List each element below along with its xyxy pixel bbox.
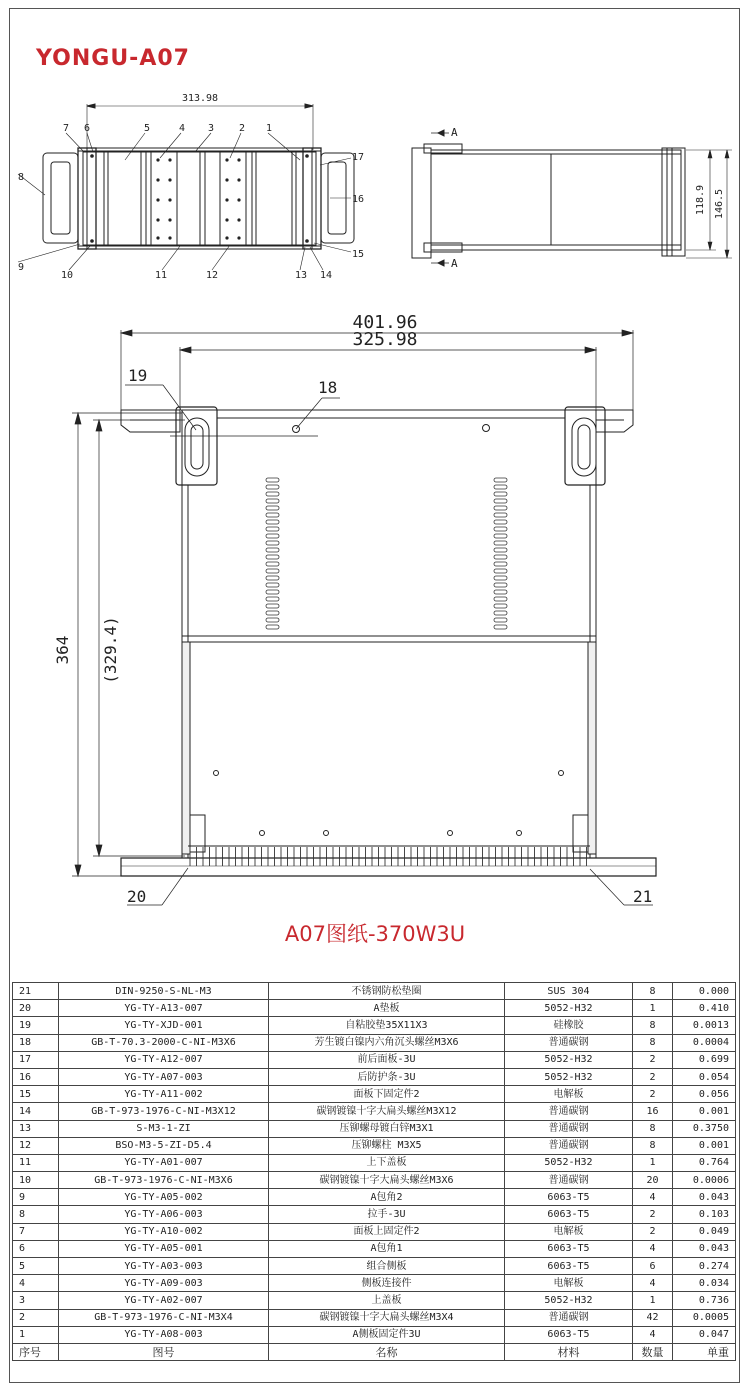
bom-cell-material: 硅橡胶	[505, 1017, 633, 1034]
vent-slot	[266, 506, 279, 510]
bom-cell-name: 自粘胶垫35X11X3	[269, 1017, 505, 1034]
bom-cell-material: 普通碳钢	[505, 1172, 633, 1189]
bom-cell-material: 5052-H32	[505, 1154, 633, 1171]
vent-slot	[266, 548, 279, 552]
vent-slot	[494, 562, 507, 566]
bom-cell-no: 序号	[13, 1343, 59, 1360]
bom-cell-code: YG-TY-XJD-001	[59, 1017, 269, 1034]
vent-slot	[266, 611, 279, 615]
bom-cell-name: 不锈钢防松垫圈	[269, 983, 505, 1000]
bom-cell-no: 15	[13, 1086, 59, 1103]
bom-cell-material: 5052-H32	[505, 1292, 633, 1309]
bom-row	[13, 1154, 736, 1171]
vent-slot	[266, 555, 279, 559]
bom-row	[13, 1172, 736, 1189]
bom-cell-weight: 0.103	[673, 1206, 736, 1223]
bom-cell-name: 压铆螺柱 M3X5	[269, 1137, 505, 1154]
bom-cell-code: GB-T-973-1976-C-NI-M3X4	[59, 1309, 269, 1326]
bom-cell-qty: 1	[633, 1292, 673, 1309]
bom-cell-weight: 0.0006	[673, 1172, 736, 1189]
bom-cell-weight: 0.410	[673, 1000, 736, 1017]
bom-cell-material: 普通碳钢	[505, 1309, 633, 1326]
bom-cell-qty: 1	[633, 1000, 673, 1017]
bom-cell-code: YG-TY-A08-003	[59, 1326, 269, 1343]
bom-cell-weight: 0.000	[673, 983, 736, 1000]
vent-slot	[494, 513, 507, 517]
bom-cell-code: 图号	[59, 1343, 269, 1360]
callout-15: 15	[352, 249, 365, 260]
bom-row	[13, 1068, 736, 1085]
bom-cell-material: 电解板	[505, 1223, 633, 1240]
bom-cell-material: 6063-T5	[505, 1206, 633, 1223]
bom-cell-no: 17	[13, 1051, 59, 1068]
bom-cell-no: 5	[13, 1258, 59, 1275]
bom-cell-qty: 8	[633, 1034, 673, 1051]
vent-slot	[494, 555, 507, 559]
vent-slot	[266, 520, 279, 524]
bom-cell-no: 8	[13, 1206, 59, 1223]
bom-cell-qty: 8	[633, 1137, 673, 1154]
vent-slot	[266, 513, 279, 517]
bom-cell-name: A垫板	[269, 1000, 505, 1017]
bom-row	[13, 1223, 736, 1240]
vent-slot	[494, 576, 507, 580]
vent-slots-left	[266, 478, 279, 629]
dim-inner-width: 325.98	[352, 329, 418, 350]
bom-cell-code: S-M3-1-ZI	[59, 1120, 269, 1137]
callout-12: 12	[206, 270, 219, 281]
bom-cell-weight: 0.047	[673, 1326, 736, 1343]
vent-slot	[266, 562, 279, 566]
callout-3: 3	[208, 123, 215, 134]
callout-5: 5	[144, 123, 151, 134]
bom-cell-weight: 单重	[673, 1343, 736, 1360]
callout-9: 9	[18, 262, 25, 273]
bom-cell-qty: 2	[633, 1068, 673, 1085]
vent-slot	[494, 541, 507, 545]
bom-cell-material: 电解板	[505, 1086, 633, 1103]
bom-row	[13, 1086, 736, 1103]
section-mark-top: A	[451, 126, 458, 139]
bom-cell-material: 电解板	[505, 1275, 633, 1292]
bom-row	[13, 1240, 736, 1257]
bom-cell-weight: 0.043	[673, 1189, 736, 1206]
callout-19: 19	[128, 366, 148, 385]
vent-slot	[494, 583, 507, 587]
bom-cell-weight: 0.001	[673, 1103, 736, 1120]
bom-cell-name: 后防护条-3U	[269, 1068, 505, 1085]
bom-cell-qty: 8	[633, 1017, 673, 1034]
bom-cell-qty: 8	[633, 1120, 673, 1137]
callout-2: 2	[239, 123, 246, 134]
bom-cell-name: 组合侧板	[269, 1258, 505, 1275]
bom-row	[13, 1000, 736, 1017]
bom-row	[13, 1275, 736, 1292]
bom-cell-weight: 0.0005	[673, 1309, 736, 1326]
bom-cell-weight: 0.001	[673, 1137, 736, 1154]
bom-cell-weight: 0.043	[673, 1240, 736, 1257]
bom-cell-weight: 0.0004	[673, 1034, 736, 1051]
vent-slot	[494, 499, 507, 503]
bom-row	[13, 1326, 736, 1343]
bom-cell-code: GB-T-973-1976-C-NI-M3X12	[59, 1103, 269, 1120]
bom-cell-name: 碳钢镀镍十字大扁头螺丝M3X12	[269, 1103, 505, 1120]
bom-cell-name: 面板下固定件2	[269, 1086, 505, 1103]
vent-slot	[494, 520, 507, 524]
vent-slot	[494, 527, 507, 531]
bom-cell-code: YG-TY-A13-007	[59, 1000, 269, 1017]
bom-cell-weight: 0.0013	[673, 1017, 736, 1034]
bom-cell-qty: 42	[633, 1309, 673, 1326]
bom-cell-weight: 0.699	[673, 1051, 736, 1068]
bom-cell-qty: 2	[633, 1223, 673, 1240]
bom-cell-no: 19	[13, 1017, 59, 1034]
bom-cell-no: 6	[13, 1240, 59, 1257]
bom-row	[13, 1206, 736, 1223]
bom-cell-material: 6063-T5	[505, 1258, 633, 1275]
bom-row	[13, 1103, 736, 1120]
callout-8: 8	[18, 172, 25, 183]
bom-cell-material: SUS 304	[505, 983, 633, 1000]
dim-top-width: 313.98	[181, 93, 219, 104]
vent-slot	[494, 590, 507, 594]
bom-row	[13, 1258, 736, 1275]
vent-slot	[266, 576, 279, 580]
callout-18: 18	[318, 378, 338, 397]
bom-cell-material: 普通碳钢	[505, 1034, 633, 1051]
bom-cell-weight: 0.049	[673, 1223, 736, 1240]
bom-cell-material: 6063-T5	[505, 1326, 633, 1343]
bom-cell-code: YG-TY-A05-002	[59, 1189, 269, 1206]
bom-cell-no: 21	[13, 983, 59, 1000]
bom-cell-code: YG-TY-A09-003	[59, 1275, 269, 1292]
bom-cell-qty: 1	[633, 1154, 673, 1171]
bom-cell-qty: 2	[633, 1051, 673, 1068]
bom-cell-no: 13	[13, 1120, 59, 1137]
callout-16: 16	[352, 194, 365, 205]
bom-cell-material: 5052-H32	[505, 1000, 633, 1017]
bom-cell-no: 4	[13, 1275, 59, 1292]
vent-slots-right	[494, 478, 507, 629]
bom-cell-code: YG-TY-A03-003	[59, 1258, 269, 1275]
dim-side-inner: 118.9	[695, 184, 706, 216]
bom-cell-code: GB-T-973-1976-C-NI-M3X6	[59, 1172, 269, 1189]
vent-slot	[494, 534, 507, 538]
drawing-caption: A07图纸-370W3U	[284, 922, 466, 946]
vent-slot	[494, 506, 507, 510]
bom-cell-no: 10	[13, 1172, 59, 1189]
vent-slot	[266, 499, 279, 503]
bom-cell-qty: 4	[633, 1240, 673, 1257]
dim-side-outer: 146.5	[714, 188, 725, 220]
bom-cell-name: 碳钢镀镍十字大扁头螺丝M3X4	[269, 1309, 505, 1326]
vent-slot	[266, 597, 279, 601]
vent-slot	[266, 534, 279, 538]
bom-cell-qty: 6	[633, 1258, 673, 1275]
bom-cell-material: 普通碳钢	[505, 1120, 633, 1137]
bom-cell-material: 5052-H32	[505, 1068, 633, 1085]
bom-cell-code: YG-TY-A02-007	[59, 1292, 269, 1309]
bom-cell-weight: 0.056	[673, 1086, 736, 1103]
dim-overall-width: 401.96	[352, 312, 418, 333]
section-mark-bottom: A	[451, 257, 458, 270]
dim-depth: 364	[53, 635, 72, 665]
bom-row	[13, 1120, 736, 1137]
bom-cell-name: 拉手-3U	[269, 1206, 505, 1223]
bom-row	[13, 1051, 736, 1068]
vent-slot	[266, 492, 279, 496]
vent-slot	[494, 569, 507, 573]
bom-cell-weight: 0.054	[673, 1068, 736, 1085]
bom-row	[13, 1189, 736, 1206]
heatsink-fins	[190, 847, 587, 866]
bom-cell-code: YG-TY-A12-007	[59, 1051, 269, 1068]
bom-cell-no: 1	[13, 1326, 59, 1343]
bom-cell-name: A侧板固定件3U	[269, 1326, 505, 1343]
bom-cell-qty: 4	[633, 1189, 673, 1206]
vent-slot	[494, 492, 507, 496]
bom-cell-code: YG-TY-A10-002	[59, 1223, 269, 1240]
callout-13: 13	[295, 270, 308, 281]
callout-14: 14	[320, 270, 333, 281]
bom-cell-qty: 4	[633, 1275, 673, 1292]
vent-slot	[266, 583, 279, 587]
bom-cell-material: 6063-T5	[505, 1189, 633, 1206]
bom-cell-weight: 0.764	[673, 1154, 736, 1171]
vent-slot	[266, 604, 279, 608]
vent-slot	[494, 478, 507, 482]
bom-cell-no: 18	[13, 1034, 59, 1051]
bom-cell-material: 普通碳钢	[505, 1103, 633, 1120]
bom-cell-code: GB-T-70.3-2000-C-NI-M3X6	[59, 1034, 269, 1051]
vent-slot	[494, 485, 507, 489]
vent-slot	[494, 618, 507, 622]
bom-cell-weight: 0.274	[673, 1258, 736, 1275]
bom-cell-name: 上下盖板	[269, 1154, 505, 1171]
bom-cell-qty: 20	[633, 1172, 673, 1189]
bom-cell-material: 普通碳钢	[505, 1137, 633, 1154]
bom-cell-qty: 8	[633, 983, 673, 1000]
bom-cell-code: YG-TY-A11-002	[59, 1086, 269, 1103]
callout-6: 6	[84, 123, 91, 134]
bom-cell-code: YG-TY-A06-003	[59, 1206, 269, 1223]
bom-header-row	[13, 1343, 736, 1360]
bom-cell-code: YG-TY-A05-001	[59, 1240, 269, 1257]
bom-cell-name: 芳生镀白镍内六角沉头螺丝M3X6	[269, 1034, 505, 1051]
bom-cell-no: 12	[13, 1137, 59, 1154]
bom-cell-no: 2	[13, 1309, 59, 1326]
bom-cell-name: 上盖板	[269, 1292, 505, 1309]
bom-cell-qty: 数量	[633, 1343, 673, 1360]
callout-1: 1	[266, 123, 273, 134]
vent-slot	[266, 485, 279, 489]
vent-slot	[266, 541, 279, 545]
vent-slot	[494, 548, 507, 552]
bom-cell-no: 9	[13, 1189, 59, 1206]
bom-cell-name: 侧板连接件	[269, 1275, 505, 1292]
bom-row	[13, 1292, 736, 1309]
vent-slot	[266, 625, 279, 629]
bom-cell-no: 3	[13, 1292, 59, 1309]
drawing-title: YONGU-A07	[36, 46, 190, 71]
bill-of-materials-table	[12, 982, 736, 1361]
bom-cell-weight: 0.736	[673, 1292, 736, 1309]
bom-row	[13, 1309, 736, 1326]
bom-cell-no: 11	[13, 1154, 59, 1171]
vent-slot	[494, 597, 507, 601]
bom-cell-material: 材料	[505, 1343, 633, 1360]
bom-cell-name: A包角1	[269, 1240, 505, 1257]
bom-cell-qty: 16	[633, 1103, 673, 1120]
vent-slot	[266, 590, 279, 594]
vent-slot	[266, 618, 279, 622]
bom-cell-name: A包角2	[269, 1189, 505, 1206]
bom-cell-material: 6063-T5	[505, 1240, 633, 1257]
bom-cell-no: 14	[13, 1103, 59, 1120]
callout-17: 17	[352, 152, 365, 163]
dim-inner-depth: (329.4)	[101, 616, 120, 684]
bom-cell-code: DIN-9250-S-NL-M3	[59, 983, 269, 1000]
vent-slot	[494, 625, 507, 629]
vent-slot	[266, 478, 279, 482]
bom-cell-qty: 2	[633, 1086, 673, 1103]
bom-cell-no: 16	[13, 1068, 59, 1085]
bom-cell-name: 名称	[269, 1343, 505, 1360]
bom-cell-material: 5052-H32	[505, 1051, 633, 1068]
callout-21: 21	[633, 887, 653, 906]
callout-7: 7	[63, 123, 70, 134]
callout-11: 11	[155, 270, 168, 281]
vent-slot	[494, 611, 507, 615]
bom-cell-name: 前后面板-3U	[269, 1051, 505, 1068]
bom-row	[13, 1017, 736, 1034]
bom-cell-code: YG-TY-A07-003	[59, 1068, 269, 1085]
bom-cell-qty: 2	[633, 1206, 673, 1223]
bom-cell-code: YG-TY-A01-007	[59, 1154, 269, 1171]
vent-slot	[494, 604, 507, 608]
callout-10: 10	[61, 270, 74, 281]
main-view	[72, 330, 656, 905]
bom-cell-name: 压铆螺母镀白锌M3X1	[269, 1120, 505, 1137]
bom-cell-no: 7	[13, 1223, 59, 1240]
bom-cell-no: 20	[13, 1000, 59, 1017]
bom-cell-code: BSO-M3-5-ZI-D5.4	[59, 1137, 269, 1154]
bom-row	[13, 1034, 736, 1051]
bom-cell-weight: 0.3750	[673, 1120, 736, 1137]
bom-cell-weight: 0.034	[673, 1275, 736, 1292]
callout-20: 20	[127, 887, 147, 906]
bom-cell-name: 碳钢镀镍十字大扁头螺丝M3X6	[269, 1172, 505, 1189]
vent-slot	[266, 569, 279, 573]
callout-4: 4	[179, 123, 186, 134]
bom-cell-qty: 4	[633, 1326, 673, 1343]
bom-cell-name: 面板上固定件2	[269, 1223, 505, 1240]
bom-row	[13, 983, 736, 1000]
side-view	[412, 130, 732, 266]
vent-slot	[266, 527, 279, 531]
bom-row	[13, 1137, 736, 1154]
